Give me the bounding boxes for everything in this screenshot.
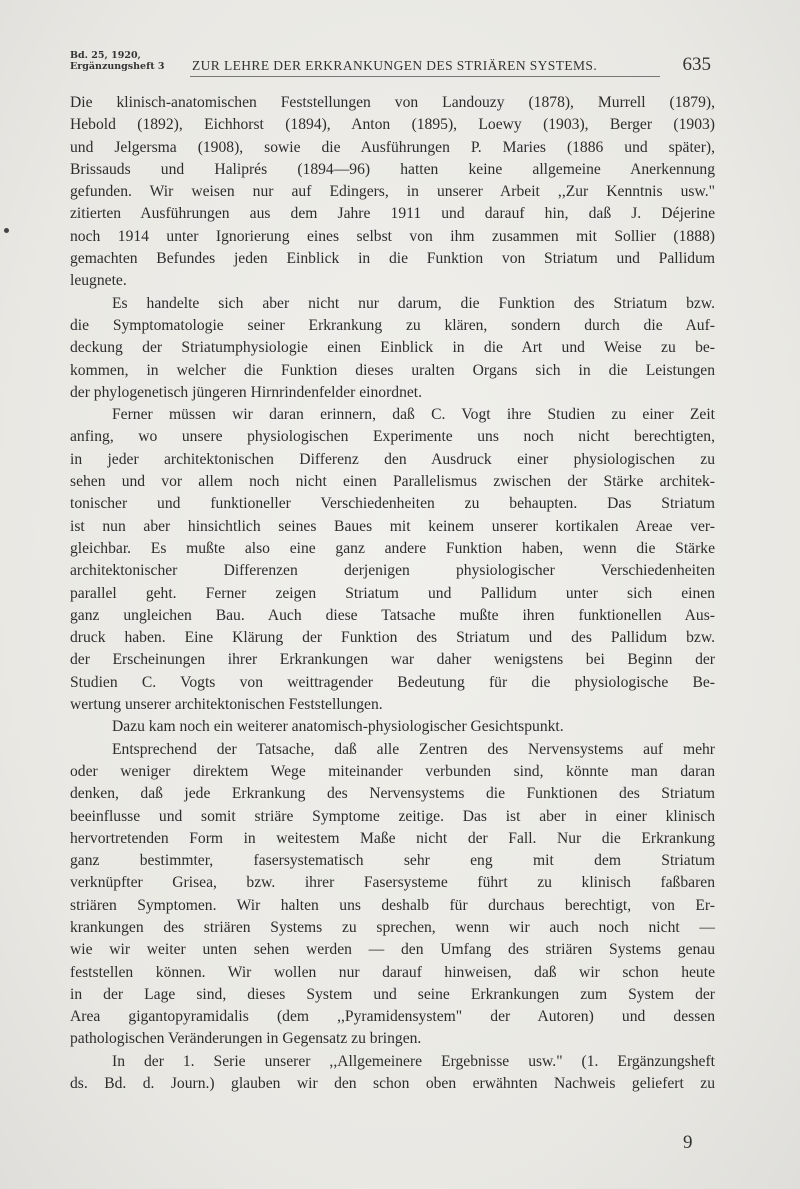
margin-mark <box>4 228 9 233</box>
text-line: Entsprechend der Tatsache, daß alle Zentren des Nervensystems auf mehr <box>112 740 715 758</box>
text-line: oder weniger direktem Wege miteinander verbunden sind, könnte man daran <box>70 762 715 780</box>
text-line: wertung unserer architektonischen Feststellungen. <box>70 696 383 714</box>
text-line: hervortretenden Form in weitestem Maße nicht der Fall. Nur die Erkrankung <box>70 829 715 847</box>
text-line: gefunden. Wir weisen nur auf Edingers, in unserer Arbeit ,,Zur Kenntnis usw." <box>70 183 715 201</box>
text-line: kommen, in welcher die Funktion dieses uralten Organs sich in die Leistungen <box>70 361 715 379</box>
text-line: der Erscheinungen ihrer Erkrankungen war daher wenigstens bei Beginn der <box>70 651 715 669</box>
text-line: in jeder architektonischen Differenz den Ausdruck einer physiologischen zu <box>70 450 715 468</box>
text-line: wie wir weiter unten sehen werden — den Umfang des striären Systems genau <box>70 941 715 959</box>
text-line: architektonischer Differenzen derjenigen physiologischer Verschiedenheiten <box>70 562 715 580</box>
header-rule <box>190 76 660 77</box>
text-line: ds. Bd. d. Journ.) glauben wir den schon oben erwähnten Nachweis geliefert zu <box>70 1075 715 1093</box>
running-title: ZUR LEHRE DER ERKRANKUNGEN DES STRIÄREN SYSTEMS. <box>192 58 598 73</box>
supplement-label: Ergänzungsheft 3 <box>70 61 165 72</box>
text-line: deckung der Striatumphysiologie einen Einblick in die Art und Weise zu be- <box>70 339 715 357</box>
text-line: zitierten Ausführungen aus dem Jahre 1911 und darauf hin, daß J. Déjerine <box>70 205 715 223</box>
text-line: in der Lage sind, dieses System und seine Erkrankungen zum System der <box>70 985 715 1003</box>
text-line: der phylogenetisch jüngeren Hirnrindenfelder einordnet. <box>70 383 423 401</box>
text-line: gemachten Befundes jeden Einblick in die Funktion von Striatum und Pallidum <box>70 250 715 268</box>
text-line: Hebold (1892), Eichhorst (1894), Anton (1895), Loewy (1903), Berger (1903) <box>70 116 715 134</box>
text-line: Die klinisch-anatomischen Feststellungen von Landouzy (1878), Murrell (1879), <box>70 94 715 111</box>
text-line: pathologischen Veränderungen in Gegensatz zu bringen. <box>70 1030 422 1048</box>
text-line: striären Symptomen. Wir halten uns deshalb für durchaus berechtigt, von Er- <box>70 896 715 914</box>
text-line: ganz ungleichen Bau. Auch diese Tatsache mußte ihren funktionellen Aus- <box>70 606 715 624</box>
text-line: Dazu kam noch ein weiterer anatomisch-physiologischer Gesichtspunkt. <box>112 718 564 736</box>
text-line: tonischer und funktioneller Verschiedenheiten zu behaupten. Das Striatum <box>70 495 715 513</box>
text-line: verknüpfter Grisea, bzw. ihrer Fasersysteme führt zu klinisch faßbaren <box>70 874 715 892</box>
body-text <box>70 92 715 1095</box>
text-line: ist nun aber hinsichtlich seines Baues mit keinem unserer kortikalen Areae ver- <box>70 517 715 535</box>
text-line: leugnete. <box>70 272 127 290</box>
text-line: die Symptomatologie seiner Erkrankung zu klären, sondern durch die Auf- <box>70 316 715 334</box>
text-line: und Jelgersma (1908), sowie die Ausführungen P. Maries (1886 und später), <box>70 138 715 156</box>
text-line: anfing, wo unsere physiologischen Experimente uns noch nicht berechtigten, <box>70 428 715 446</box>
journal-citation <box>70 50 180 72</box>
signature-mark: 9 <box>683 1132 693 1153</box>
text-line: beeinflusse und somit striäre Symptome zeitige. Das ist aber in einer klinisch <box>70 807 715 825</box>
text-line: ganz bestimmter, fasersystematisch sehr eng mit dem Striatum <box>70 852 715 870</box>
text-line: druck haben. Eine Klärung der Funktion des Striatum und des Pallidum bzw. <box>70 629 715 647</box>
text-line: Ferner müssen wir daran erinnern, daß C. Vogt ihre Studien zu einer Zeit <box>112 406 715 424</box>
text-line: sehen und vor allem noch nicht einen Parallelismus zwischen der Stärke architek- <box>70 473 715 491</box>
volume-label: Bd. 25, 1920, <box>70 50 141 61</box>
text-line: krankungen des striären Systems zu sprechen, wenn wir auch noch nicht — <box>70 918 715 936</box>
text-line: noch 1914 unter Ignorierung eines selbst von ihm zusammen mit Sollier (1888) <box>70 227 715 245</box>
text-line: Es handelte sich aber nicht nur darum, die Funktion des Striatum bzw. <box>112 294 715 312</box>
page-header <box>70 46 715 80</box>
text-line: In der 1. Serie unserer ,,Allgemeinere Ergebnisse usw." (1. Ergänzungsheft <box>112 1052 715 1070</box>
text-line: feststellen können. Wir wollen nur darauf hinweisen, daß wir schon heute <box>70 963 715 981</box>
text-line: Studien C. Vogts von weittragender Bedeutung für die physiologische Be- <box>70 673 715 691</box>
text-line: parallel geht. Ferner zeigen Striatum und Pallidum unter sich einen <box>70 584 715 602</box>
text-line: denken, daß jede Erkrankung des Nervensystems die Funktionen des Striatum <box>70 785 715 803</box>
text-line: Brissauds und Haliprés (1894—96) hatten keine allgemeine Anerkennung <box>70 160 715 178</box>
text-line: Area gigantopyramidalis (dem ,,Pyramidensystem" der Autoren) und dessen <box>70 1008 715 1026</box>
text-line: gleichbar. Es mußte also eine ganz andere Funktion haben, wenn die Stärke <box>70 539 715 557</box>
page-number: 635 <box>682 54 711 75</box>
